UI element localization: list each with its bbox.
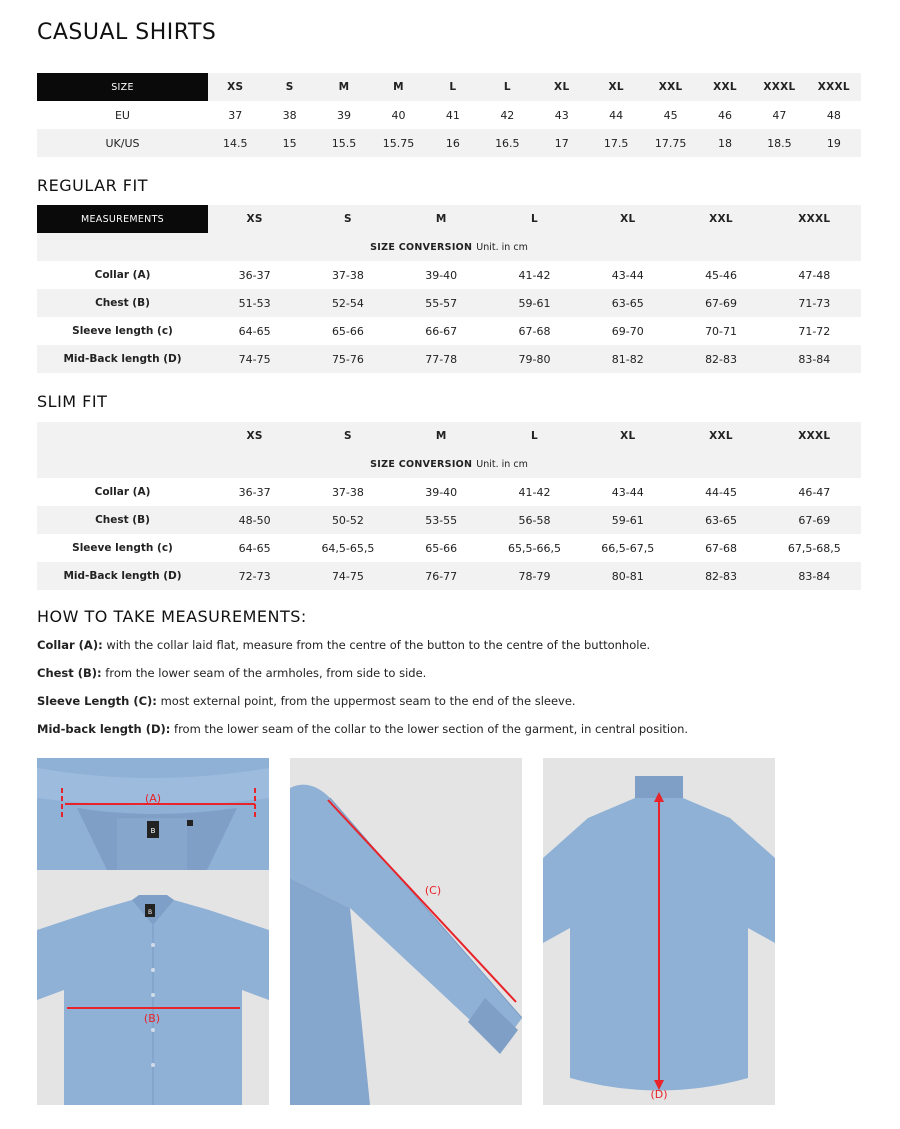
back-measure-image bbox=[543, 758, 775, 1105]
size-header-cell: XL bbox=[608, 81, 624, 93]
slim-fit-cell: 74-75 bbox=[331, 569, 364, 583]
collar-measure-image bbox=[37, 758, 269, 870]
regular-fit-cell: 83-84 bbox=[798, 352, 831, 366]
regular-fit-cell: 79-80 bbox=[518, 352, 551, 366]
size-header-row bbox=[37, 73, 861, 101]
slim-fit-row-cells bbox=[208, 486, 861, 499]
size-cell: 15.5 bbox=[331, 136, 357, 150]
size-cell: 39 bbox=[337, 108, 352, 122]
size-header-label: SIZE bbox=[37, 73, 208, 101]
size-cell: 17.75 bbox=[654, 136, 687, 150]
regular-fit-cell: 37-38 bbox=[331, 268, 364, 282]
chest-illustration bbox=[37, 870, 269, 1105]
slim-fit-row-cells bbox=[208, 514, 861, 527]
size-cell: 17 bbox=[554, 136, 569, 150]
how-to-text: most external point, from the uppermost seam to the end of the sleeve. bbox=[156, 694, 576, 708]
size-cell: 43 bbox=[554, 108, 569, 122]
slim-fit-cell: 83-84 bbox=[798, 569, 831, 583]
slim-fit-cell: 64-65 bbox=[238, 541, 271, 555]
size-cell: 16 bbox=[445, 136, 460, 150]
size-cell: 18 bbox=[718, 136, 732, 150]
slim-fit-cell: 50-52 bbox=[331, 513, 364, 527]
regular-fit-cell: 45-46 bbox=[705, 268, 738, 282]
regular-fit-row-cells bbox=[208, 325, 861, 338]
regular-fit-cell: 52-54 bbox=[331, 296, 364, 310]
slim-header-row bbox=[37, 422, 861, 450]
size-header-cell: M bbox=[338, 81, 350, 93]
slim-fit-header-cell: XXXL bbox=[798, 430, 831, 442]
sleeve-illustration bbox=[290, 758, 522, 1105]
slim-fit-cell: 39-40 bbox=[425, 485, 458, 499]
slim-fit-header-cell: XS bbox=[246, 430, 263, 442]
slim-fit-cell: 59-61 bbox=[611, 513, 644, 527]
slim-fit-cell: 43-44 bbox=[611, 485, 644, 499]
regular-fit-cell: 70-71 bbox=[705, 324, 738, 338]
size-header-cell: XXL bbox=[658, 81, 683, 93]
regular-fit-title: REGULAR FIT bbox=[37, 176, 148, 195]
regular-fit-cell: 71-72 bbox=[798, 324, 831, 338]
slim-fit-cell: 53-55 bbox=[425, 513, 458, 527]
brand-mark: B bbox=[150, 827, 156, 835]
size-cell: 44 bbox=[609, 108, 624, 122]
slim-fit-cell: 48-50 bbox=[238, 513, 271, 527]
how-to-collar bbox=[37, 638, 650, 652]
regular-fit-header-cell: S bbox=[343, 213, 352, 225]
slim-conversion-row bbox=[37, 450, 861, 478]
slim-fit-header-cell: S bbox=[343, 430, 352, 442]
slim-fit-cell: 65,5-66,5 bbox=[508, 541, 561, 555]
size-cell: 38 bbox=[282, 108, 297, 122]
size-cell: 41 bbox=[445, 108, 460, 122]
regular-fit-cell: 64-65 bbox=[238, 324, 271, 338]
label-d: (D) bbox=[650, 1088, 668, 1101]
regular-fit-header-cell: XXXL bbox=[798, 213, 831, 225]
size-header-cell: L bbox=[503, 81, 511, 93]
how-to-term: Chest (B): bbox=[37, 666, 102, 680]
size-row-label: EU bbox=[114, 108, 130, 122]
size-cell: 42 bbox=[500, 108, 515, 122]
size-cell: 19 bbox=[826, 136, 841, 150]
slim-fit-cell: 44-45 bbox=[705, 485, 738, 499]
slim-conversion-unit: Unit. in cm bbox=[476, 458, 528, 470]
regular-fit-row-cells bbox=[208, 269, 861, 282]
regular-fit-header-cell: XL bbox=[620, 213, 636, 225]
slim-fit-row-label: Sleeve length (c) bbox=[72, 542, 173, 554]
regular-fit-cell: 65-66 bbox=[331, 324, 364, 338]
slim-fit-row bbox=[37, 478, 861, 506]
slim-fit-cell: 63-65 bbox=[705, 513, 738, 527]
size-header-cell: XL bbox=[554, 81, 570, 93]
slim-fit-header-cell: XL bbox=[620, 430, 636, 442]
regular-fit-cell: 71-73 bbox=[798, 296, 831, 310]
size-header-cell: S bbox=[285, 81, 294, 93]
slim-fit-row bbox=[37, 506, 861, 534]
regular-header-label: MEASUREMENTS bbox=[37, 205, 208, 233]
slim-fit-cell: 65-66 bbox=[425, 541, 458, 555]
regular-fit-row-cells bbox=[208, 353, 861, 366]
regular-fit-row bbox=[37, 289, 861, 317]
slim-fit-cell: 80-81 bbox=[611, 569, 644, 583]
size-row-cells bbox=[208, 109, 861, 122]
slim-fit-cell: 67,5-68,5 bbox=[787, 541, 841, 555]
how-to-sleeve bbox=[37, 694, 576, 708]
regular-fit-cell: 47-48 bbox=[798, 268, 831, 282]
regular-fit-cell: 75-76 bbox=[331, 352, 364, 366]
regular-fit-row-label: Chest (B) bbox=[95, 297, 150, 309]
regular-fit-cell: 55-57 bbox=[425, 296, 458, 310]
size-cell: 17.5 bbox=[603, 136, 629, 150]
regular-fit-row-cells bbox=[208, 297, 861, 310]
regular-fit-cell: 69-70 bbox=[611, 324, 644, 338]
regular-fit-header-cell: L bbox=[530, 213, 538, 225]
how-to-text: from the lower seam of the collar to the lower section of the garment, in central position. bbox=[170, 722, 689, 736]
collar-illustration bbox=[37, 758, 269, 870]
regular-fit-cell: 59-61 bbox=[518, 296, 551, 310]
slim-fit-header-cell: XXL bbox=[709, 430, 733, 442]
slim-fit-title: SLIM FIT bbox=[37, 392, 108, 411]
how-to-text: from the lower seam of the armholes, from side to side. bbox=[101, 666, 427, 680]
slim-fit-cell: 67-68 bbox=[705, 541, 738, 555]
size-header-cell: XXXL bbox=[817, 81, 850, 93]
regular-fit-cell: 66-67 bbox=[425, 324, 458, 338]
size-cell: 45 bbox=[663, 108, 678, 122]
label-c: (C) bbox=[424, 884, 442, 897]
size-cell: 46 bbox=[718, 108, 732, 122]
size-header-cell: L bbox=[449, 81, 457, 93]
slim-fit-cell: 72-73 bbox=[238, 569, 271, 583]
slim-fit-cell: 78-79 bbox=[518, 569, 551, 583]
brand-mark: B bbox=[147, 909, 153, 916]
regular-fit-cell: 36-37 bbox=[238, 268, 271, 282]
slim-fit-row-cells bbox=[208, 570, 861, 583]
size-cell: 37 bbox=[228, 108, 243, 122]
regular-fit-cell: 39-40 bbox=[425, 268, 458, 282]
how-to-text: with the collar laid flat, measure from the centre of the button to the centre of the buttonhole. bbox=[102, 638, 651, 652]
slim-fit-cell: 64,5-65,5 bbox=[321, 541, 375, 555]
regular-fit-row bbox=[37, 261, 861, 289]
size-row-label: UK/US bbox=[105, 136, 140, 150]
regular-fit-cell: 41-42 bbox=[518, 268, 551, 282]
regular-fit-row bbox=[37, 317, 861, 345]
regular-fit-cell: 63-65 bbox=[611, 296, 644, 310]
slim-fit-cell: 37-38 bbox=[331, 485, 364, 499]
regular-conversion-row bbox=[37, 233, 861, 261]
regular-fit-row-label: Collar (A) bbox=[94, 269, 151, 281]
regular-fit-cell: 74-75 bbox=[238, 352, 271, 366]
size-cell: 40 bbox=[391, 108, 406, 122]
size-header-cell: XXL bbox=[713, 81, 737, 93]
size-header-cell: XS bbox=[227, 81, 244, 93]
how-to-term: Collar (A): bbox=[37, 638, 103, 652]
chest-measure-image bbox=[37, 870, 269, 1105]
regular-fit-cell: 67-68 bbox=[518, 324, 551, 338]
regular-fit-cell: 67-69 bbox=[705, 296, 738, 310]
how-to-title: HOW TO TAKE MEASUREMENTS: bbox=[37, 607, 307, 626]
regular-fit-row-label: Sleeve length (c) bbox=[72, 325, 173, 337]
slim-fit-cell: 36-37 bbox=[238, 485, 271, 499]
size-cell: 15.75 bbox=[382, 136, 415, 150]
size-row bbox=[37, 129, 861, 157]
size-header-cell: XXXL bbox=[763, 81, 796, 93]
sleeve-measure-image bbox=[290, 758, 522, 1105]
slim-fit-cell: 67-69 bbox=[798, 513, 831, 527]
label-b: (B) bbox=[143, 1012, 161, 1025]
size-cell: 16.5 bbox=[495, 136, 520, 150]
regular-fit-cell: 77-78 bbox=[425, 352, 458, 366]
size-cell: 15 bbox=[282, 136, 297, 150]
regular-fit-header-cell: XS bbox=[246, 213, 263, 225]
slim-fit-cell: 56-58 bbox=[518, 513, 551, 527]
how-to-term: Mid-back length (D): bbox=[37, 722, 171, 736]
slim-fit-header-cell: M bbox=[435, 430, 447, 442]
slim-fit-cell: 41-42 bbox=[518, 485, 551, 499]
slim-fit-row-cells bbox=[208, 542, 861, 555]
size-header-cell: M bbox=[393, 81, 404, 93]
slim-fit-cell: 66,5-67,5 bbox=[601, 541, 655, 555]
regular-fit-cell: 81-82 bbox=[611, 352, 644, 366]
regular-fit-cell: 82-83 bbox=[705, 352, 738, 366]
slim-fit-row-label: Chest (B) bbox=[95, 514, 150, 526]
how-to-chest bbox=[37, 666, 426, 680]
slim-fit-row-label: Collar (A) bbox=[94, 486, 151, 498]
slim-fit-row bbox=[37, 534, 861, 562]
size-cell: 48 bbox=[826, 108, 841, 122]
slim-fit-header-cell: L bbox=[530, 430, 538, 442]
page-title: CASUAL SHIRTS bbox=[37, 20, 217, 45]
regular-fit-row-label: Mid-Back length (D) bbox=[63, 353, 182, 365]
regular-fit-header-cell: XXL bbox=[709, 213, 733, 225]
slim-fit-cell: 46-47 bbox=[798, 485, 831, 499]
how-to-term: Sleeve Length (C): bbox=[37, 694, 157, 708]
regular-fit-cell: 51-53 bbox=[238, 296, 271, 310]
slim-conversion-label: SIZE CONVERSION bbox=[370, 458, 473, 470]
how-to-midback bbox=[37, 722, 688, 736]
regular-conversion-unit: Unit. in cm bbox=[476, 241, 528, 253]
label-a: (A) bbox=[144, 792, 162, 805]
slim-fit-row bbox=[37, 562, 861, 590]
size-cell: 18.5 bbox=[767, 136, 792, 150]
back-illustration bbox=[543, 758, 775, 1105]
size-row bbox=[37, 101, 861, 129]
regular-fit-cell: 43-44 bbox=[611, 268, 644, 282]
slim-fit-cell: 82-83 bbox=[705, 569, 738, 583]
regular-fit-row bbox=[37, 345, 861, 373]
size-cell: 47 bbox=[772, 108, 787, 122]
slim-fit-cell: 76-77 bbox=[425, 569, 458, 583]
size-cell: 14.5 bbox=[222, 136, 248, 150]
size-row-cells bbox=[208, 137, 861, 150]
regular-header-row bbox=[37, 205, 861, 233]
regular-conversion-label: SIZE CONVERSION bbox=[370, 241, 473, 253]
slim-fit-row-label: Mid-Back length (D) bbox=[63, 570, 182, 582]
regular-fit-header-cell: M bbox=[435, 213, 447, 225]
